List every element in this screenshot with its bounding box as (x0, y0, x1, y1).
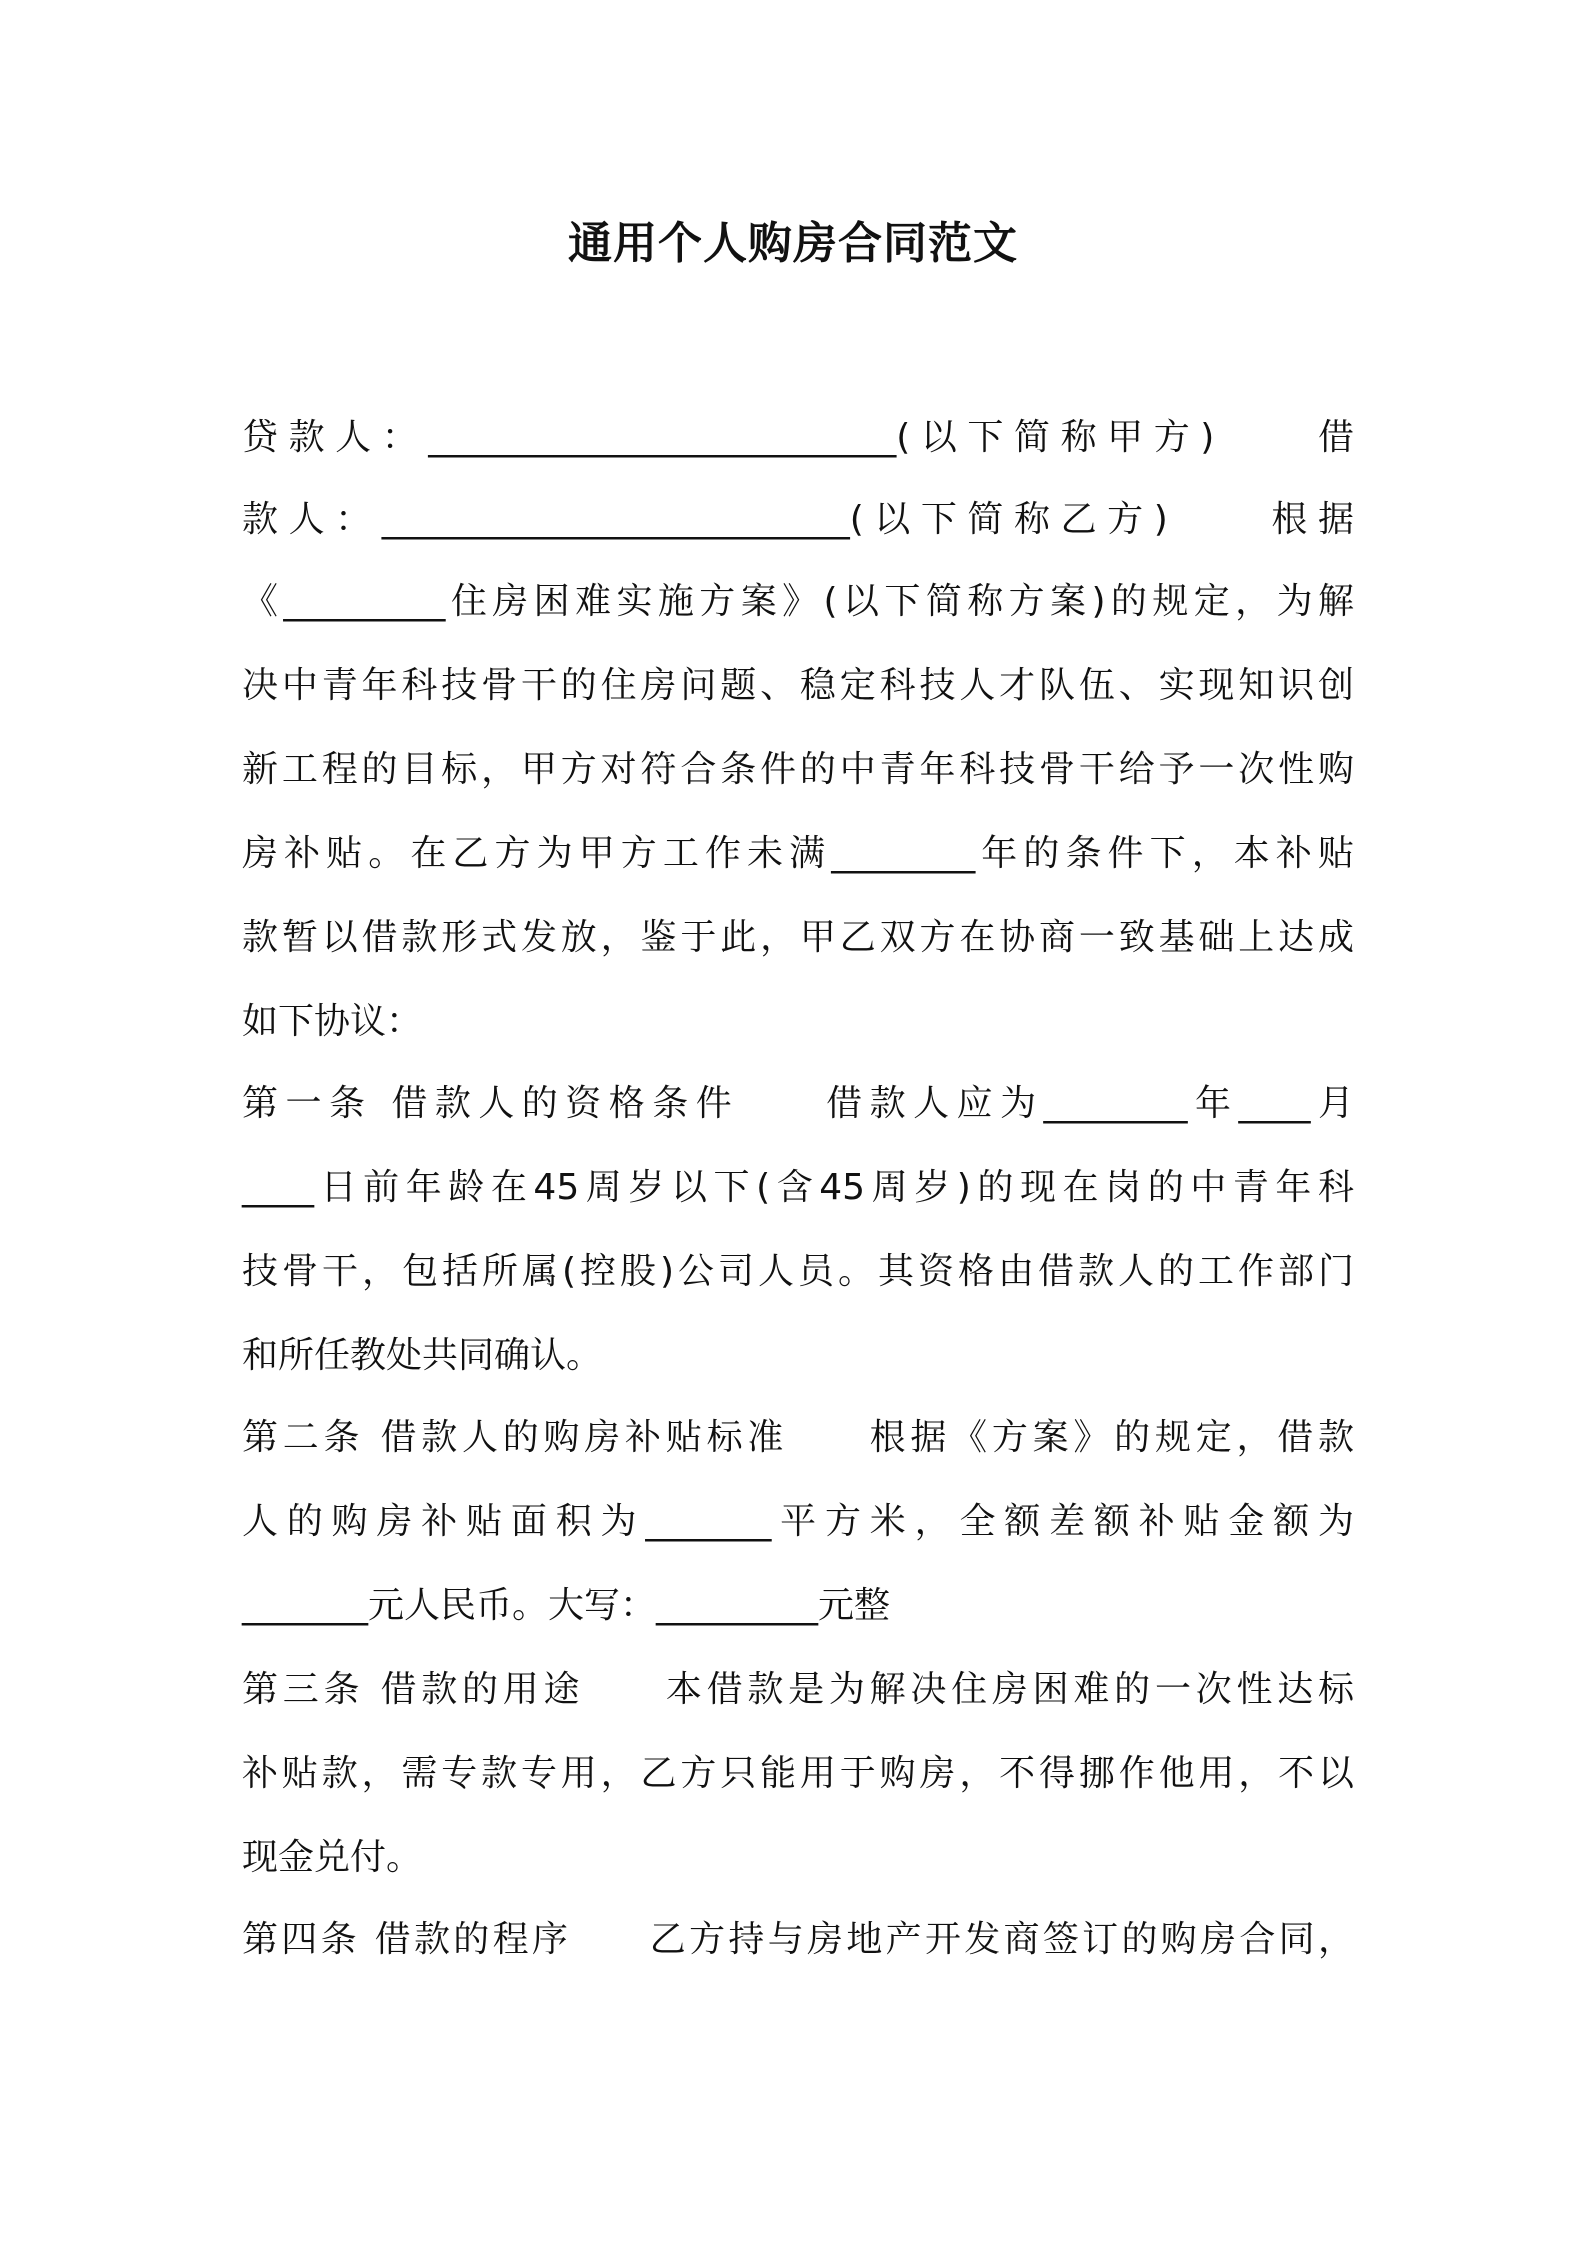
body-line-3: 《_________住房困难实施方案》(以下简称方案)的规定，为解 (242, 581, 1354, 622)
article-4-line-1: 第四条 借款的程序 乙方持与房地产开发商签订的购房合同， (242, 1919, 1354, 1960)
body-line-6: 房补贴。在乙方为甲方工作未满________年的条件下，本补贴 (242, 833, 1354, 874)
article-3-line-3: 现金兑付。 (242, 1837, 423, 1878)
article-1-line-3: 技骨干，包括所属(控股)公司人员。其资格由借款人的工作部门 (242, 1251, 1354, 1292)
body-line-7: 款暂以借款形式发放，鉴于此，甲乙双方在协商一致基础上达成 (242, 917, 1354, 958)
article-2-line-1: 第二条 借款人的购房补贴标准 根据《方案》的规定，借款 (242, 1417, 1354, 1458)
article-1-line-4: 和所任教处共同确认。 (242, 1335, 603, 1376)
article-2-line-3: _______元人民币。大写：_________元整 (242, 1585, 891, 1626)
article-2-line-2: 人的购房补贴面积为_______平方米，全额差额补贴金额为 (242, 1501, 1354, 1542)
article-1-line-1: 第一条 借款人的资格条件 借款人应为________年____月 (242, 1083, 1354, 1124)
article-3-line-2: 补贴款，需专款专用，乙方只能用于购房，不得挪作他用，不以 (242, 1753, 1354, 1794)
article-1-line-2: ____日前年龄在45周岁以下(含45周岁)的现在岗的中青年科 (242, 1167, 1354, 1208)
body-line-8: 如下协议： (242, 1001, 423, 1042)
body-line-5: 新工程的目标，甲方对符合条件的中青年科技骨干给予一次性购 (242, 749, 1354, 790)
document-title: 通用个人购房合同范文 (568, 218, 1018, 269)
body-line-2: 款人：__________________________(以下简称乙方) 根据 (242, 499, 1354, 540)
article-3-line-1: 第三条 借款的用途 本借款是为解决住房困难的一次性达标 (242, 1669, 1354, 1710)
body-line-4: 决中青年科技骨干的住房问题、稳定科技人才队伍、实现知识创 (242, 665, 1354, 706)
body-line-1: 贷款人：__________________________(以下简称甲方) 借 (242, 417, 1354, 458)
